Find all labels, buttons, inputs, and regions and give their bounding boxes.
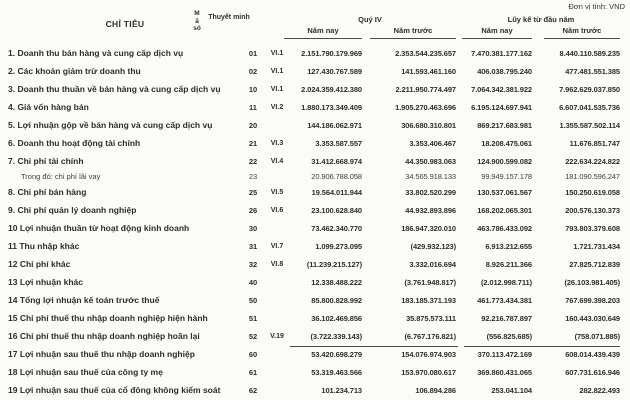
ma-so-cell: 50	[248, 295, 258, 305]
value-luyke-nam-truoc: 7.962.629.037.850	[559, 84, 620, 94]
thuyet-minh-cell: VI.2	[270, 103, 284, 111]
ma-so-cell: 23	[248, 172, 258, 181]
row-label: 17 Lợi nhuận sau thuế thu nhập doanh nghiệp	[8, 349, 195, 359]
table-row	[0, 98, 630, 116]
ma-so-cell: 22	[248, 156, 258, 166]
value-luyke-nam-truoc: 282.822.493	[579, 385, 620, 395]
value-quy-nam-truoc: 141.593.461.160	[401, 66, 456, 76]
table-row	[0, 345, 630, 363]
value-luyke-nam-truoc: 1.721.731.434	[573, 241, 620, 251]
subtotal-rule-line	[464, 346, 620, 347]
value-quy-nam-truoc: 3.353.406.467	[409, 138, 456, 148]
ma-so-cell: 01	[248, 48, 258, 58]
thuyet-minh-cell: VI.1	[270, 49, 284, 57]
row-label: 16 Chi phí thuế thu nhập doanh nghiệp hoãn lại	[8, 331, 200, 341]
value-luyke-nam-truoc: 6.607.041.535.736	[559, 102, 620, 112]
value-luyke-nam-nay: 369.860.431.065	[477, 367, 532, 377]
thuyet-minh-cell: VI.8	[270, 260, 284, 268]
value-quy-nam-nay: 127.430.767.589	[307, 66, 362, 76]
value-quy-nam-nay: 12.338.488.222	[311, 277, 362, 287]
column-header-luyke-nam-truoc: Năm trước	[544, 26, 620, 39]
value-luyke-nam-truoc: 477.481.551.385	[565, 66, 620, 76]
value-quy-nam-nay: 19.564.011.944	[311, 187, 362, 197]
value-luyke-nam-truoc: 767.699.398.203	[565, 295, 620, 305]
ma-so-cell: 40	[248, 277, 258, 287]
value-luyke-nam-truoc: 608.014.439.439	[565, 349, 620, 359]
column-header-luyke-nam-nay: Năm nay	[462, 26, 532, 39]
value-luyke-nam-truoc: 150.250.619.058	[565, 187, 620, 197]
row-label: 3. Doanh thu thuần về bán hàng và cung cấp dịch vụ	[8, 84, 221, 94]
row-label: Trong đó: chi phí lãi vay	[21, 172, 101, 181]
value-luyke-nam-truoc: 793.803.379.608	[565, 223, 620, 233]
table-row	[0, 363, 630, 381]
value-quy-nam-nay: 144.186.062.971	[307, 120, 362, 130]
row-label: 12 Chi phí khác	[8, 259, 71, 269]
value-quy-nam-nay: (3.722.339.143)	[310, 331, 362, 341]
table-row	[0, 381, 630, 399]
row-label: 5. Lợi nhuận gộp về bán hàng và cung cấp dịch vụ	[8, 120, 213, 130]
thuyet-minh-cell: VI.3	[270, 139, 284, 147]
table-row	[0, 273, 630, 291]
row-label: 4. Giá vốn hàng bán	[8, 102, 89, 112]
value-luyke-nam-nay: 6.195.124.697.941	[471, 102, 532, 112]
value-luyke-nam-nay: 8.926.211.366	[485, 259, 532, 269]
thuyet-minh-cell: VI.5	[270, 188, 284, 196]
row-label: 6. Doanh thu hoạt động tài chính	[8, 138, 141, 148]
ma-so-line: ã	[195, 17, 199, 25]
value-quy-nam-nay: 23.100.628.840	[311, 205, 362, 215]
ma-so-cell: 26	[248, 205, 258, 215]
table-row	[0, 219, 630, 237]
value-quy-nam-nay: 73.462.340.770	[311, 223, 362, 233]
value-quy-nam-truoc: (6.767.176.821)	[404, 331, 456, 341]
column-header-chi-tieu: CHỈ TIÊU	[105, 19, 145, 29]
ma-so-line: số	[193, 25, 201, 32]
value-luyke-nam-truoc: 8.440.110.589.235	[559, 48, 620, 58]
ma-so-cell: 10	[248, 84, 258, 94]
row-label: 9. Chi phí quản lý doanh nghiệp	[8, 205, 137, 215]
table-row	[0, 152, 630, 170]
row-label: 7. Chi phí tài chính	[8, 156, 84, 166]
row-label: 14 Tổng lợi nhuận kế toán trước thuế	[8, 295, 160, 305]
ma-so-cell: 32	[248, 259, 258, 269]
column-header-quy-nam-nay: Năm nay	[284, 26, 362, 39]
column-header-ma-so	[190, 10, 204, 33]
value-quy-nam-truoc: 186.947.320.010	[401, 223, 456, 233]
value-quy-nam-truoc: 106.894.286	[415, 385, 456, 395]
value-luyke-nam-nay: 168.202.065.301	[477, 205, 532, 215]
value-luyke-nam-truoc: (26.103.981.405)	[564, 277, 620, 287]
value-luyke-nam-nay: 99.949.157.178	[481, 172, 532, 181]
table-row	[0, 327, 630, 345]
value-luyke-nam-truoc: 11.676.851.747	[569, 138, 620, 148]
table-row	[0, 170, 630, 183]
row-label: 11 Thu nhập khác	[8, 241, 80, 251]
value-luyke-nam-nay: 7.470.381.177.162	[471, 48, 532, 58]
ma-so-cell: 60	[248, 349, 258, 359]
value-quy-nam-nay: 53.319.463.566	[311, 367, 362, 377]
row-label: 15 Chi phí thuế thu nhập doanh nghiệp hiện hành	[8, 313, 208, 323]
value-quy-nam-truoc: (3.761.948.817)	[404, 277, 456, 287]
column-header-thuyet-minh: Thuyết minh	[208, 14, 250, 21]
value-luyke-nam-truoc: 181.090.596.247	[565, 172, 620, 181]
table-row	[0, 44, 630, 62]
value-quy-nam-nay: 3.353.587.557	[315, 138, 362, 148]
value-quy-nam-nay: 101.234.713	[321, 385, 362, 395]
row-label: 8. Chi phí bán hàng	[8, 187, 87, 197]
thuyet-minh-cell: VI.1	[270, 85, 284, 93]
ma-so-cell: 52	[248, 331, 258, 341]
value-quy-nam-truoc: 2.353.544.235.657	[395, 48, 456, 58]
value-quy-nam-truoc: 183.185.371.193	[401, 295, 456, 305]
table-header	[0, 10, 630, 44]
column-header-quy-nam-truoc: Năm trước	[370, 26, 456, 39]
row-label: 2. Các khoản giảm trừ doanh thu	[8, 66, 141, 76]
value-quy-nam-nay: 2.151.790.179.969	[301, 48, 362, 58]
row-label: 18 Lợi nhuận sau thuế của công ty mẹ	[8, 367, 163, 377]
thuyet-minh-cell: VI.4	[270, 157, 284, 165]
row-label: 10 Lợi nhuận thuần từ hoạt động kinh doanh	[8, 223, 190, 233]
value-quy-nam-nay: (11.239.215.127)	[306, 259, 362, 269]
value-luyke-nam-nay: (556.825.685)	[486, 331, 532, 341]
ma-so-cell: 21	[248, 138, 258, 148]
value-luyke-nam-nay: 461.773.434.381	[477, 295, 532, 305]
value-luyke-nam-nay: 463.786.433.092	[477, 223, 532, 233]
value-luyke-nam-truoc: (758.071.885)	[574, 331, 620, 341]
value-quy-nam-nay: 53.420.698.279	[311, 349, 362, 359]
ma-so-cell: 25	[248, 187, 258, 197]
value-quy-nam-truoc: 44.932.893.896	[405, 205, 456, 215]
value-luyke-nam-nay: 130.537.061.567	[477, 187, 532, 197]
value-quy-nam-nay: 2.024.359.412.380	[301, 84, 362, 94]
value-luyke-nam-truoc: 1.355.587.502.114	[559, 120, 620, 130]
thuyet-minh-cell: VI.7	[270, 242, 284, 250]
row-label: 19 Lợi nhuận sau thuế của cổ đông không kiểm soát	[8, 385, 221, 395]
table-row	[0, 116, 630, 134]
value-luyke-nam-nay: 370.113.472.169	[477, 349, 532, 359]
value-quy-nam-truoc: 153.970.080.617	[401, 367, 456, 377]
table-row	[0, 309, 630, 327]
value-luyke-nam-nay: 253.041.104	[491, 385, 532, 395]
value-quy-nam-nay: 20.906.788.058	[311, 172, 362, 181]
value-quy-nam-nay: 85.800.828.992	[311, 295, 362, 305]
value-luyke-nam-nay: 92.216.787.897	[481, 313, 532, 323]
thuyet-minh-cell: VI.6	[270, 206, 284, 214]
ma-so-cell: 02	[248, 66, 258, 76]
value-quy-nam-truoc: 306.680.310.801	[401, 120, 456, 130]
ma-so-cell: 30	[248, 223, 258, 233]
thuyet-minh-cell: V.19	[270, 332, 284, 340]
value-quy-nam-truoc: 44.350.983.063	[405, 156, 456, 166]
ma-so-cell: 61	[248, 367, 258, 377]
value-quy-nam-nay: 36.102.469.856	[311, 313, 362, 323]
value-luyke-nam-nay: 869.217.683.981	[477, 120, 532, 130]
ma-so-cell: 51	[248, 313, 258, 323]
column-group-quy-iv: Quý IV	[358, 15, 382, 24]
value-luyke-nam-truoc: 200.576.130.373	[565, 205, 620, 215]
value-luyke-nam-truoc: 222.634.224.822	[565, 156, 620, 166]
value-quy-nam-truoc: 154.076.974.903	[401, 349, 456, 359]
unit-label: Đơn vị tính: VND	[568, 2, 625, 11]
table-row	[0, 80, 630, 98]
value-quy-nam-truoc: (429.932.123)	[410, 241, 456, 251]
value-quy-nam-truoc: 35.875.573.111	[406, 313, 456, 323]
table-body	[0, 44, 630, 399]
column-group-luy-ke: Lũy kế từ đầu năm	[507, 15, 575, 24]
ma-so-cell: 20	[248, 120, 258, 130]
subtotal-rule-line	[290, 346, 458, 347]
value-quy-nam-truoc: 3.332.016.694	[409, 259, 456, 269]
table-row	[0, 291, 630, 309]
thuyet-minh-cell: VI.1	[270, 67, 284, 75]
value-luyke-nam-nay: 6.913.212.655	[485, 241, 532, 251]
row-label: 1. Doanh thu bán hàng và cung cấp dịch vụ	[8, 48, 184, 58]
table-row	[0, 255, 630, 273]
ma-so-cell: 11	[249, 102, 257, 112]
value-luyke-nam-nay: 406.038.795.240	[477, 66, 532, 76]
value-luyke-nam-nay: 18.208.475.061	[481, 138, 532, 148]
table-row	[0, 62, 630, 80]
table-row	[0, 134, 630, 152]
ma-so-cell: 62	[248, 385, 258, 395]
table-row	[0, 201, 630, 219]
table-row	[0, 237, 630, 255]
value-quy-nam-nay: 31.412.668.974	[311, 156, 362, 166]
value-luyke-nam-truoc: 607.731.616.946	[565, 367, 620, 377]
value-quy-nam-nay: 1.099.273.095	[315, 241, 362, 251]
value-quy-nam-nay: 1.880.173.349.409	[301, 102, 362, 112]
value-quy-nam-truoc: 2.211.950.774.497	[395, 84, 456, 94]
value-quy-nam-truoc: 1.905.270.463.696	[395, 102, 456, 112]
value-luyke-nam-nay: 124.900.599.082	[477, 156, 532, 166]
value-quy-nam-truoc: 33.802.520.299	[405, 187, 456, 197]
value-luyke-nam-truoc: 160.443.030.649	[565, 313, 620, 323]
ma-so-cell: 31	[248, 241, 258, 251]
ma-so-line: M	[194, 10, 200, 17]
row-label: 13 Lợi nhuận khác	[8, 277, 84, 287]
value-luyke-nam-nay: (2.012.998.711)	[480, 277, 532, 287]
table-row	[0, 183, 630, 201]
value-luyke-nam-truoc: 27.825.712.839	[569, 259, 620, 269]
value-quy-nam-truoc: 34.565.918.133	[405, 172, 456, 181]
value-luyke-nam-nay: 7.064.342.381.922	[471, 84, 532, 94]
